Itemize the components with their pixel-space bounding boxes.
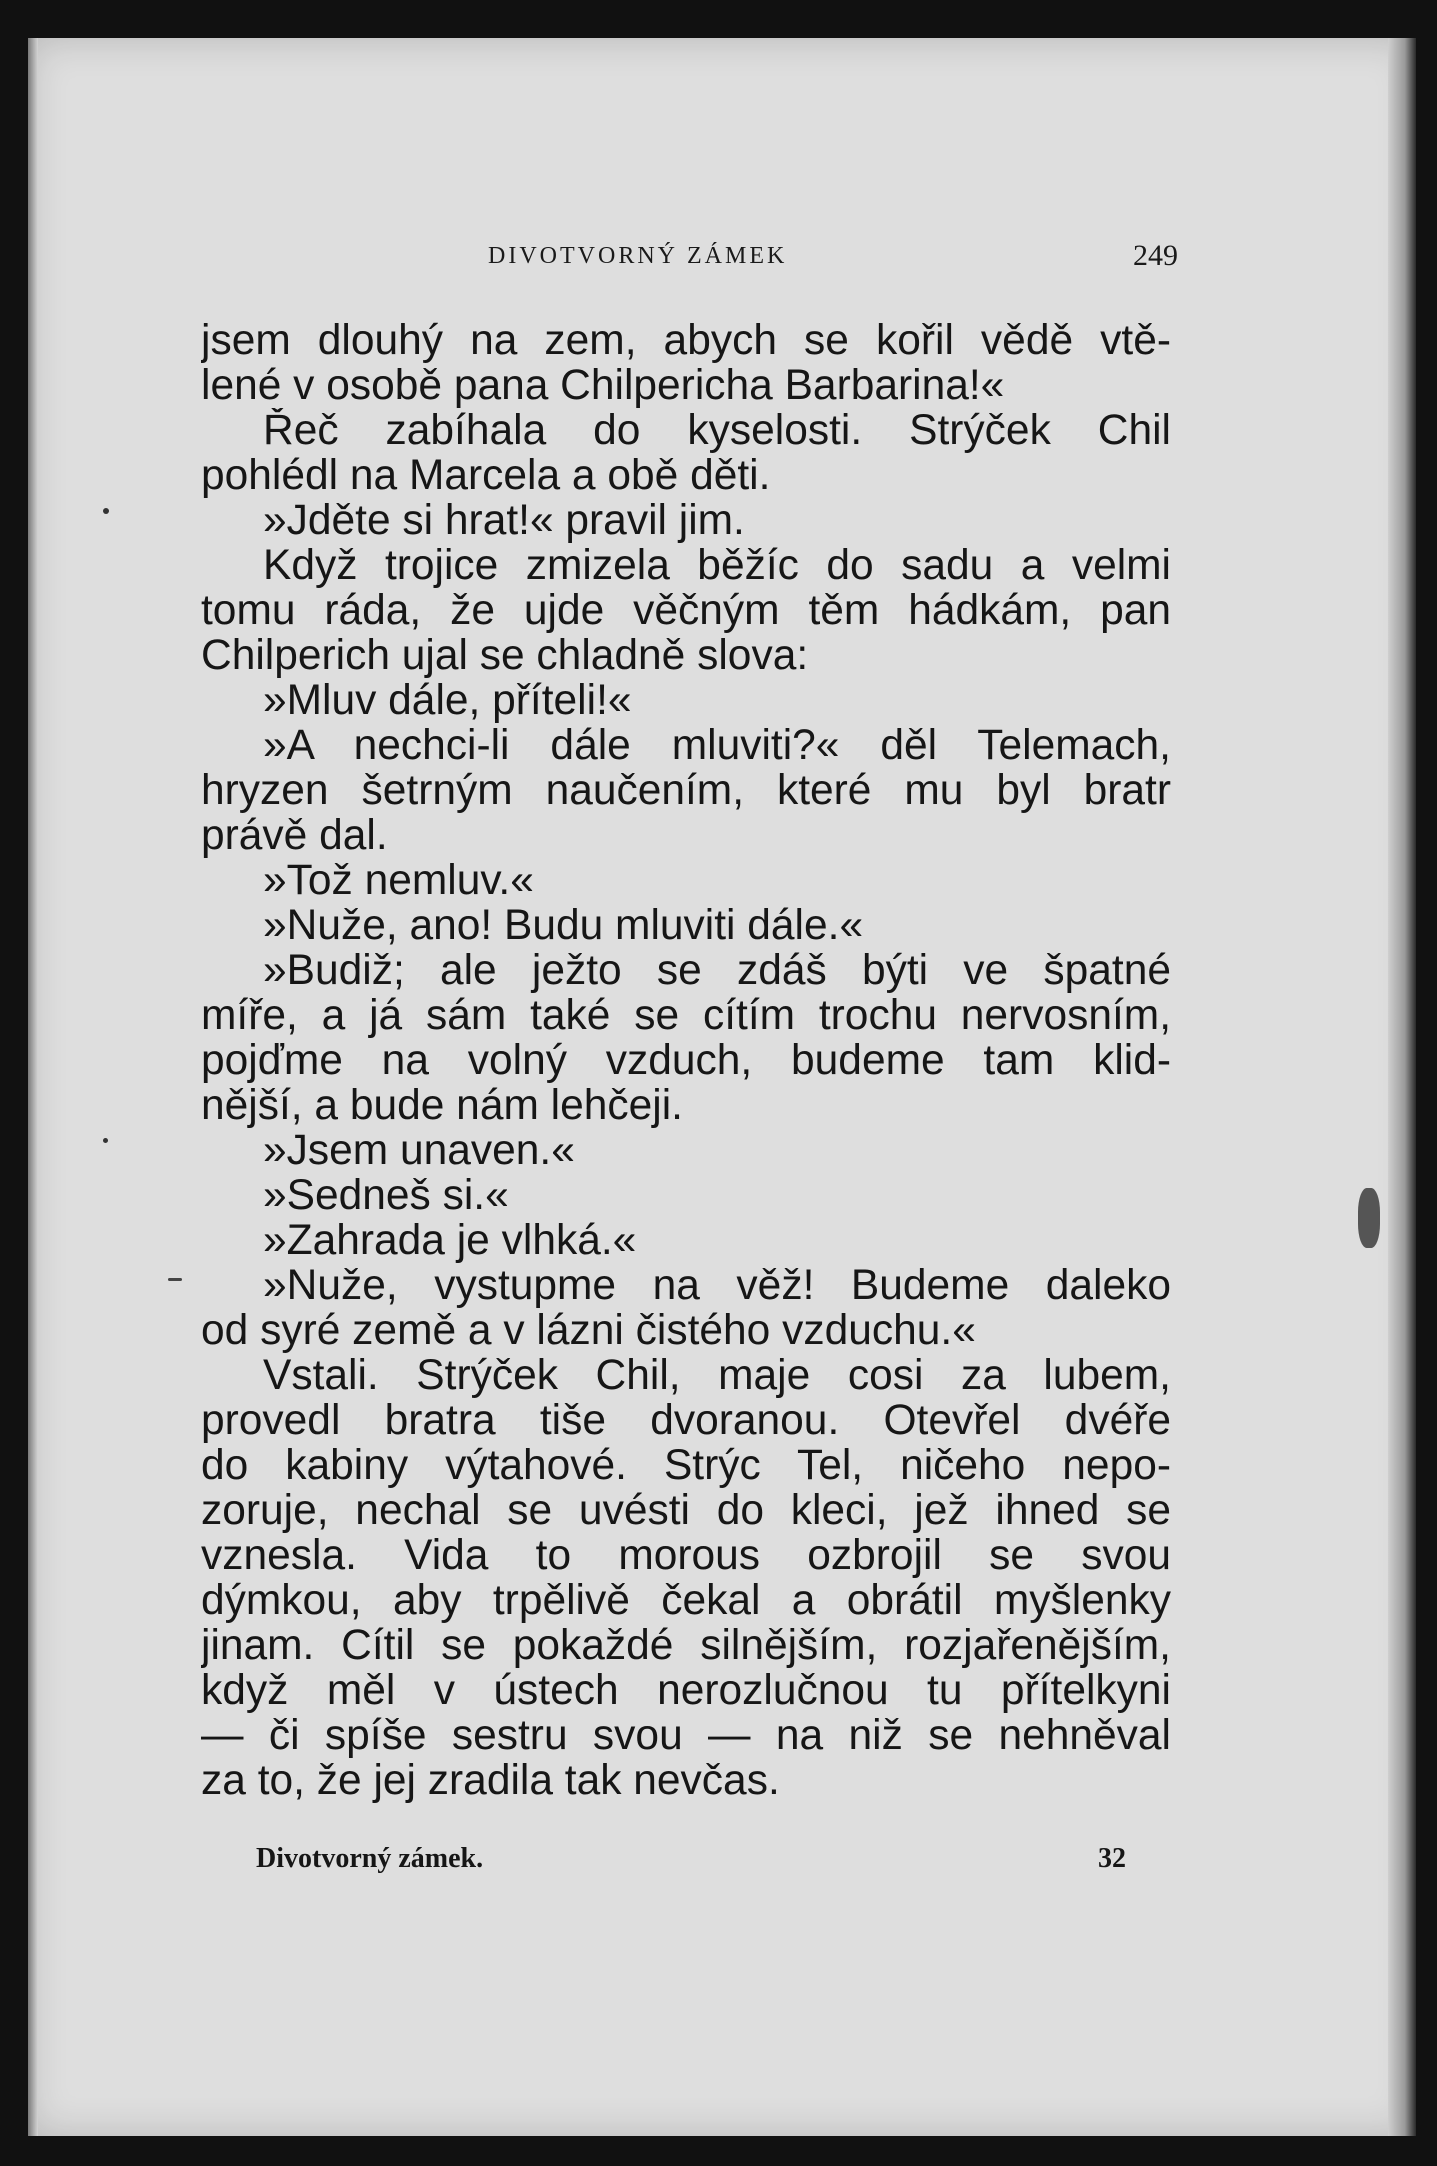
text-line: provedl bratra tiše dvoranou. Otevřel dvéře [201, 1398, 1171, 1443]
text-line: míře, a já sám také se cítím trochu nervosním, [201, 993, 1171, 1038]
text-line: »Budiž; ale ježto se zdáš býti ve špatné [263, 948, 1171, 993]
text-line: Chilperich ujal se chladně slova: [201, 633, 809, 678]
text-line: lené v osobě pana Chilpericha Barbarina!« [201, 363, 1005, 408]
text-line: — či spíše sestru svou — na niž se nehněval [201, 1713, 1171, 1758]
text-line: Vstali. Strýček Chil, maje cosi za lubem, [263, 1353, 1171, 1398]
text-line: »Zahrada je vlhká.« [263, 1218, 637, 1263]
scan-blemish [1358, 1188, 1380, 1248]
page-footer [256, 1843, 1126, 1893]
page-number: 249 [1133, 239, 1178, 272]
text-line: do kabiny výtahové. Strýc Tel, ničeho nepo- [201, 1443, 1171, 1488]
text-line: »A nechci-li dále mluviti?« děl Telemach, [263, 723, 1171, 768]
body-text [201, 318, 1171, 1803]
text-line: pojďme na volný vzduch, budeme tam klid- [201, 1038, 1171, 1083]
text-line: za to, že jej zradila tak nevčas. [201, 1758, 780, 1803]
text-line: tomu ráda, že ujde věčným těm hádkám, pan [201, 588, 1171, 633]
sheet-number: 32 [1098, 1843, 1126, 1874]
text-line: »Sedneš si.« [263, 1173, 509, 1218]
text-line: Řeč zabíhala do kyselosti. Strýček Chil [263, 408, 1171, 453]
running-head [198, 239, 1198, 313]
text-line: jsem dlouhý na zem, abych se kořil vědě vtě- [201, 318, 1171, 363]
scan-speck [103, 1138, 108, 1143]
signature-mark: Divotvorný zámek. [256, 1843, 484, 1874]
text-line: »Nuže, ano! Budu mluviti dále.« [263, 903, 864, 948]
text-line: »Nuže, vystupme na věž! Budeme daleko [263, 1263, 1171, 1308]
text-line: nější, a bude nám lehčeji. [201, 1083, 683, 1128]
text-line: vznesla. Vida to morous ozbrojil se svou [201, 1533, 1171, 1578]
text-line: dýmkou, aby trpělivě čekal a obrátil myšlenky [201, 1578, 1171, 1623]
text-line: zoruje, nechal se uvésti do kleci, jež ihned se [201, 1488, 1171, 1533]
book-page [28, 38, 1416, 2136]
text-line: pohlédl na Marcela a obě děti. [201, 453, 771, 498]
text-line: »Jsem unaven.« [263, 1128, 575, 1173]
text-line: právě dal. [201, 813, 388, 858]
text-line: »Mluv dále, příteli!« [263, 678, 632, 723]
text-line: od syré země a v lázni čistého vzduchu.« [201, 1308, 976, 1353]
running-head-title: DIVOTVORNÝ ZÁMEK [488, 243, 788, 269]
text-line: když měl v ústech nerozlučnou tu přítelkyni [201, 1668, 1171, 1713]
page-left-edge [28, 38, 38, 2136]
text-line: »Tož nemluv.« [263, 858, 534, 903]
page-right-edge [1388, 38, 1416, 2136]
text-line: hryzen šetrným naučením, které mu byl bratr [201, 768, 1171, 813]
text-line: »Jděte si hrat!« pravil jim. [263, 498, 745, 543]
scan-speck [103, 508, 109, 514]
scan-speck [168, 1278, 182, 1281]
text-line: jinam. Cítil se pokaždé silnějším, rozjařenějším, [201, 1623, 1171, 1668]
text-line: Když trojice zmizela běžíc do sadu a velmi [263, 543, 1171, 588]
